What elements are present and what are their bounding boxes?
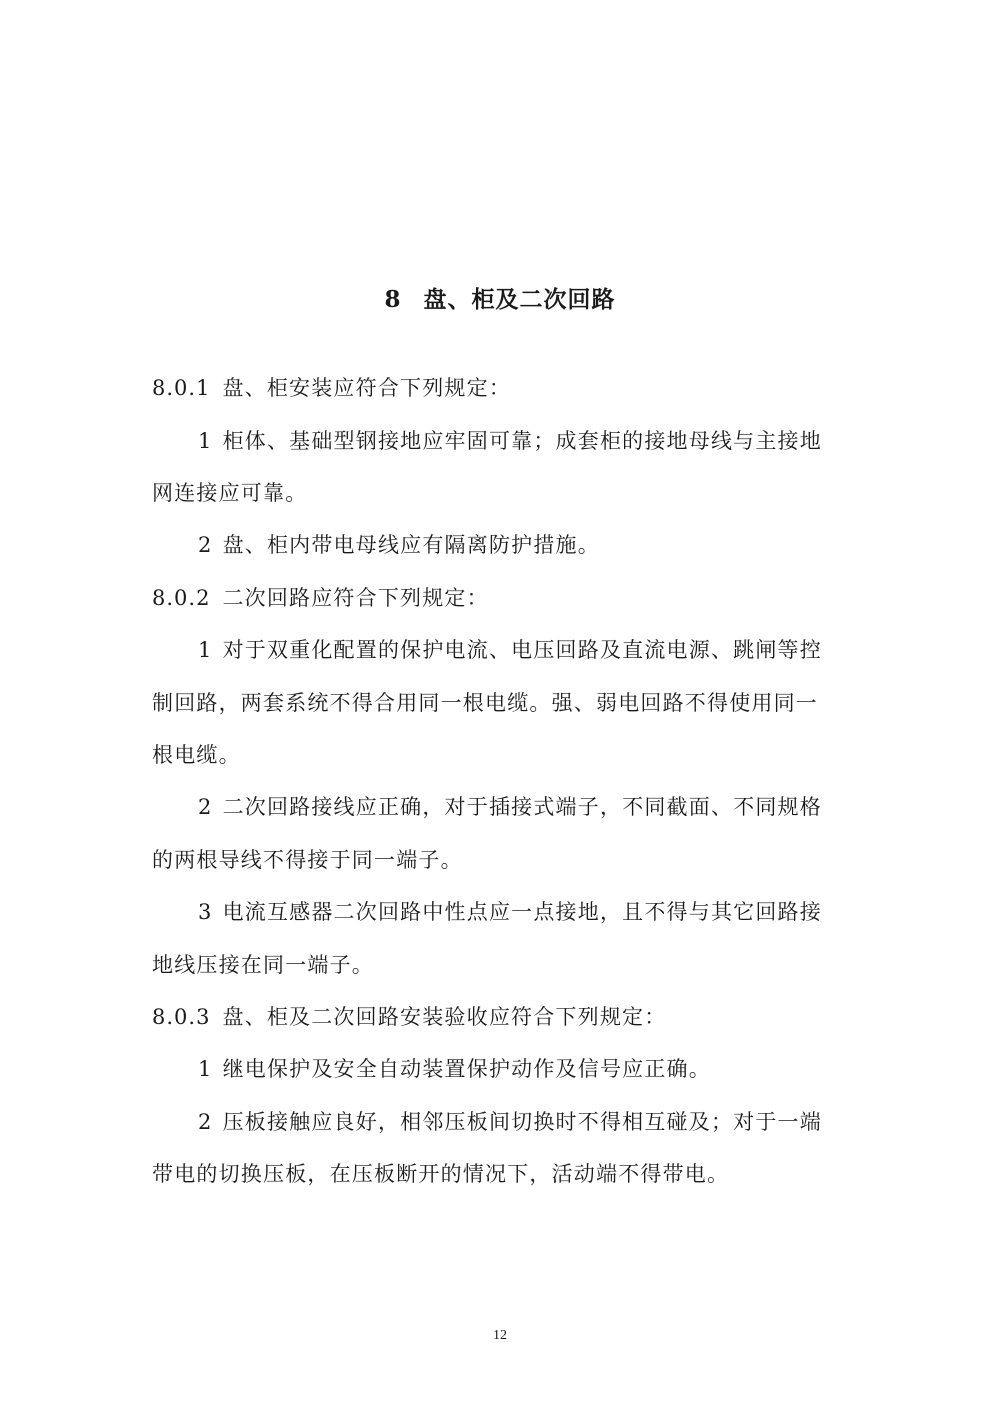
item-text-continued: 制回路，两套系统不得合用同一根电缆。强、弱电回路不得使用同一: [152, 691, 818, 715]
clause-8-0-3-item-2: [198, 1106, 898, 1138]
item-number: 1: [198, 638, 213, 662]
clause-8-0-2-item-2-cont: [152, 844, 852, 876]
item-text-continued: 的两根导线不得接于同一端子。: [152, 848, 463, 872]
item-text: 柜体、基础型钢接地应牢固可靠；成套柜的接地母线与主接地: [222, 429, 822, 453]
clause-8-0-2-heading: [152, 582, 852, 614]
item-text-continued: 根电缆。: [152, 743, 241, 767]
clause-8-0-2-item-3-cont: [152, 949, 852, 981]
clause-8-0-2-item-2: [198, 791, 898, 823]
clause-number: 8.0.2: [152, 586, 211, 610]
clause-text: 盘、柜安装应符合下列规定：: [222, 376, 512, 400]
clause-text: 二次回路应符合下列规定：: [222, 586, 489, 610]
item-number: 1: [198, 429, 213, 453]
clause-8-0-1-heading: [152, 372, 852, 404]
clause-8-0-1-item-1-cont: [152, 477, 852, 509]
item-number: 3: [198, 900, 213, 924]
item-text: 电流互感器二次回路中性点应一点接地，且不得与其它回路接: [222, 900, 822, 924]
item-text-continued: 带电的切换压板，在压板断开的情况下，活动端不得带电。: [152, 1162, 730, 1186]
chapter-title-text: 盘、柜及二次回路: [423, 286, 616, 313]
item-text-continued: 网连接应可靠。: [152, 481, 308, 505]
item-text: 二次回路接线应正确，对于插接式端子，不同截面、不同规格: [222, 795, 822, 819]
clause-number: 8.0.3: [152, 1005, 211, 1029]
clause-8-0-3-item-2-cont: [152, 1158, 852, 1190]
item-text: 继电保护及安全自动装置保护动作及信号应正确。: [222, 1057, 711, 1081]
chapter-title: [0, 280, 1000, 320]
item-text: 压板接触应良好，相邻压板间切换时不得相互碰及；对于一端: [222, 1110, 822, 1134]
clause-8-0-1-item-1: [198, 425, 898, 457]
page-number: 12: [493, 1328, 507, 1343]
item-text: 盘、柜内带电母线应有隔离防护措施。: [222, 533, 600, 557]
clause-8-0-1-item-2: [198, 529, 898, 561]
clause-8-0-2-item-1: [198, 634, 898, 666]
clause-8-0-2-item-3: [198, 896, 898, 928]
clause-8-0-3-heading: [152, 1001, 852, 1033]
item-text: 对于双重化配置的保护电流、电压回路及直流电源、跳闸等控: [222, 638, 822, 662]
item-number: 2: [198, 533, 213, 557]
item-text-continued: 地线压接在同一端子。: [152, 953, 374, 977]
clause-8-0-2-item-1-cont-2: [152, 739, 852, 771]
clause-number: 8.0.1: [152, 376, 211, 400]
clause-8-0-3-item-1: [198, 1053, 898, 1085]
item-number: 2: [198, 1110, 213, 1134]
clause-text: 盘、柜及二次回路安装验收应符合下列规定：: [222, 1005, 667, 1029]
item-number: 1: [198, 1057, 213, 1081]
item-number: 2: [198, 795, 213, 819]
clause-8-0-2-item-1-cont: [152, 687, 852, 719]
chapter-number: 8: [384, 286, 402, 313]
